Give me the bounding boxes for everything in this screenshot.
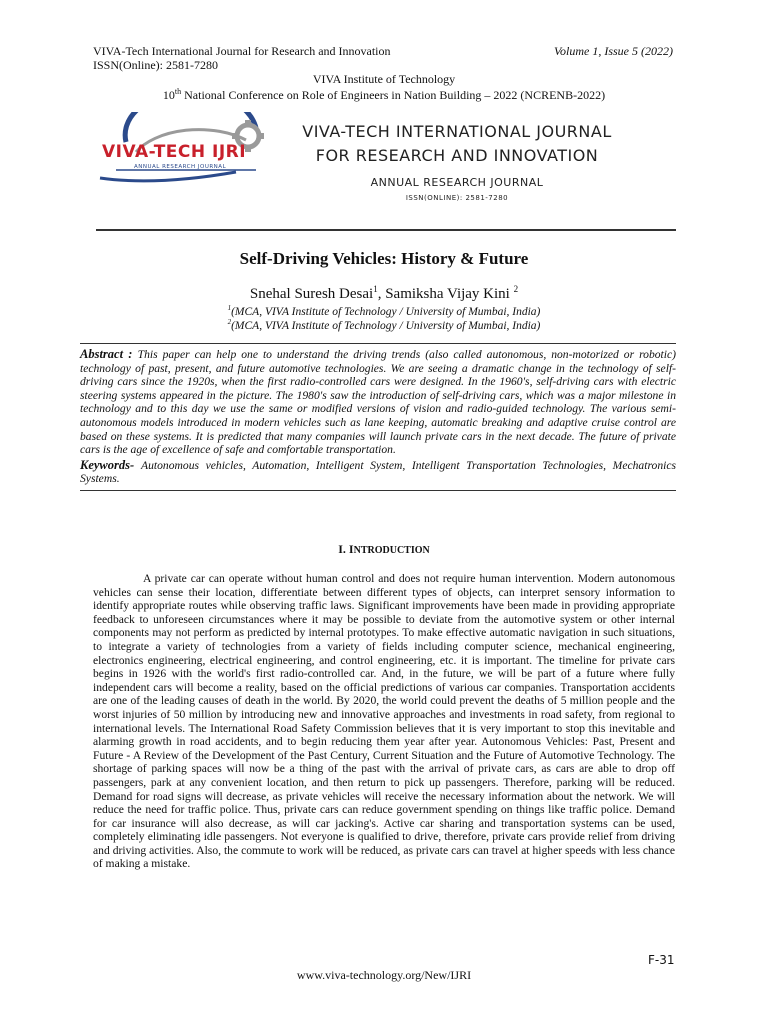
- introduction-paragraph: A private car can operate without human control and does not require human intervention. Modern autonomous vehicles can sense their location, differentiate between different types of objects, can interpret sensory information to identify appropriate routes while observing traffic laws. Significant improvements have been made in providing appropriate feedback to unforeseen circumstances where it may be possible to deviate from the automotive system or other internal components may not perform as predicted by internal prototypes. To make effective automatic navigation in such situations, to integrate a variety of technologies from a variety of fields including computer science, mechanical engineering, electronics engineering, electrical engineering, and control engineering, etc. it is important. The timeline for private cars begins in 1926 with the world's first radio-controlled car. And, in the future, we will be part of a future where fully independent cars will become a reality, based on the official predictions of various car companies. Transportation accidents are one of the leading causes of death in the world. By 2020, the world could prevent the deaths of 5 million people and the worst injuries of 50 million by introducing new and innovative approaches and investments in road safety, from regional to international levels. The International Road Safety Commission believes that it is very important to stop this inevitable and alarming growth in road accidents, and to begin reducing them year after year. Autonomous Vehicles: Past, Present and Future - A Review of the Development of the Past Century, Current Situation and the Future of Automotive Technology. The shortage of parking spaces will now be a thing of the past with the arrival of private cars, as cars are able to drop off passengers, park at any convenient location, and then return to pick up passengers. Therefore, parking will be reduced. Demand for road signs will decrease, as private vehicles will receive the necessary information about the network. We will reduce the need for traffic police. Thus, private cars can reduce government spending on things like traffic police. Demand for car insurance will also decrease, as will car jacking's. Active car sharing and transportation systems can be used, completely eliminating idle passengers. Not everyone is qualified to drive, therefore, private cars provide relief from driving and driving activities. Also, the commute to work will be reduced, as private cars can travel at higher speeds with less chance of making a mistake.: [93, 572, 675, 871]
- section-heading: [0, 542, 768, 557]
- journal-header-line: VIVA-Tech International Journal for Research and Innovation: [93, 44, 391, 58]
- conference-number: 10: [162, 88, 175, 102]
- author-separator: , Samiksha Vijay Kini: [377, 286, 514, 302]
- affiliation-1: [0, 304, 768, 318]
- paper-title: Self-Driving Vehicles: History & Future: [239, 249, 529, 268]
- abstract-section: [80, 343, 676, 491]
- masthead-line-4: ISSN(ONLINE): 2581-7280: [405, 194, 509, 202]
- affiliation-1-text: (MCA, VIVA Institute of Technology / University of Mumbai, India): [231, 305, 541, 318]
- authors-line: [0, 284, 768, 303]
- abstract-text: This paper can help one to understand the driving trends (also called autonomous, non-motorized or robotic) technology of past, present, and future automotive technologies. We are seeing a dramatic change in the technology of self-driving cars since the 1920s, when the first radio-controlled cars were designed. In the 1960's, self-driving cars with electric steering systems appeared in the picture. The 1980's saw the introduction of self-driving cars, which was a major milestone in technology and to this day we use the same or modified versions of vision and radio-guided technology. The various semi-autonomous models introduced in modern vehicles such as lane keeping, automatic breaking and adaptive cruise control are based on these systems. It is predicted that many companies will launch private cars in the next decade. The future of private cars is the age of excellence of safe and comfortable transportation.: [80, 348, 676, 457]
- issn-header: ISSN(Online): 2581-7280: [93, 58, 218, 72]
- section-heading-rest: NTRODUCTION: [353, 545, 430, 556]
- conference-text: National Conference on Role of Engineers in Nation Building – 2022 (NCRENB-2022): [181, 88, 606, 102]
- logo-subtext: ANNUAL RESEARCH JOURNAL: [134, 164, 227, 170]
- affiliation-2-sup: 2: [227, 318, 232, 326]
- header-rule: [96, 229, 676, 231]
- conference-sup: th: [174, 87, 182, 96]
- author-1: Snehal Suresh Desai: [249, 286, 374, 302]
- keywords-label: Keywords-: [80, 457, 142, 472]
- masthead-line-1: VIVA-TECH INTERNATIONAL JOURNAL: [302, 122, 612, 141]
- affiliation-2: [0, 318, 768, 332]
- affiliation-2-text: (MCA, VIVA Institute of Technology / University of Mumbai, India): [231, 319, 541, 332]
- logo-text: VIVA-TECH IJRI: [102, 142, 247, 162]
- abstract-label: Abstract :: [80, 347, 138, 361]
- institute-line: VIVA Institute of Technology: [312, 72, 456, 86]
- keywords-text: Autonomous vehicles, Automation, Intelligent System, Intelligent Transportation Technologies, Mechatronics Systems.: [80, 458, 676, 486]
- masthead-line-3: ANNUAL RESEARCH JOURNAL: [370, 176, 544, 189]
- footer-url[interactable]: www.viva-technology.org/New/IJRI: [296, 968, 472, 982]
- affiliation-1-sup: 1: [227, 304, 232, 312]
- page-number: F-31: [648, 953, 675, 967]
- journal-logo: [96, 112, 272, 188]
- volume-issue: Volume 1, Issue 5 (2022): [554, 44, 673, 58]
- author-2-sup: 2: [513, 284, 519, 294]
- conference-line: [0, 85, 768, 102]
- introduction-body: [93, 572, 675, 871]
- abstract-paragraph: [80, 348, 676, 457]
- keywords-paragraph: [80, 459, 676, 486]
- masthead-line-2: FOR RESEARCH AND INNOVATION: [315, 146, 599, 165]
- section-heading-number: I. I: [338, 542, 354, 556]
- author-1-sup: 1: [373, 284, 378, 294]
